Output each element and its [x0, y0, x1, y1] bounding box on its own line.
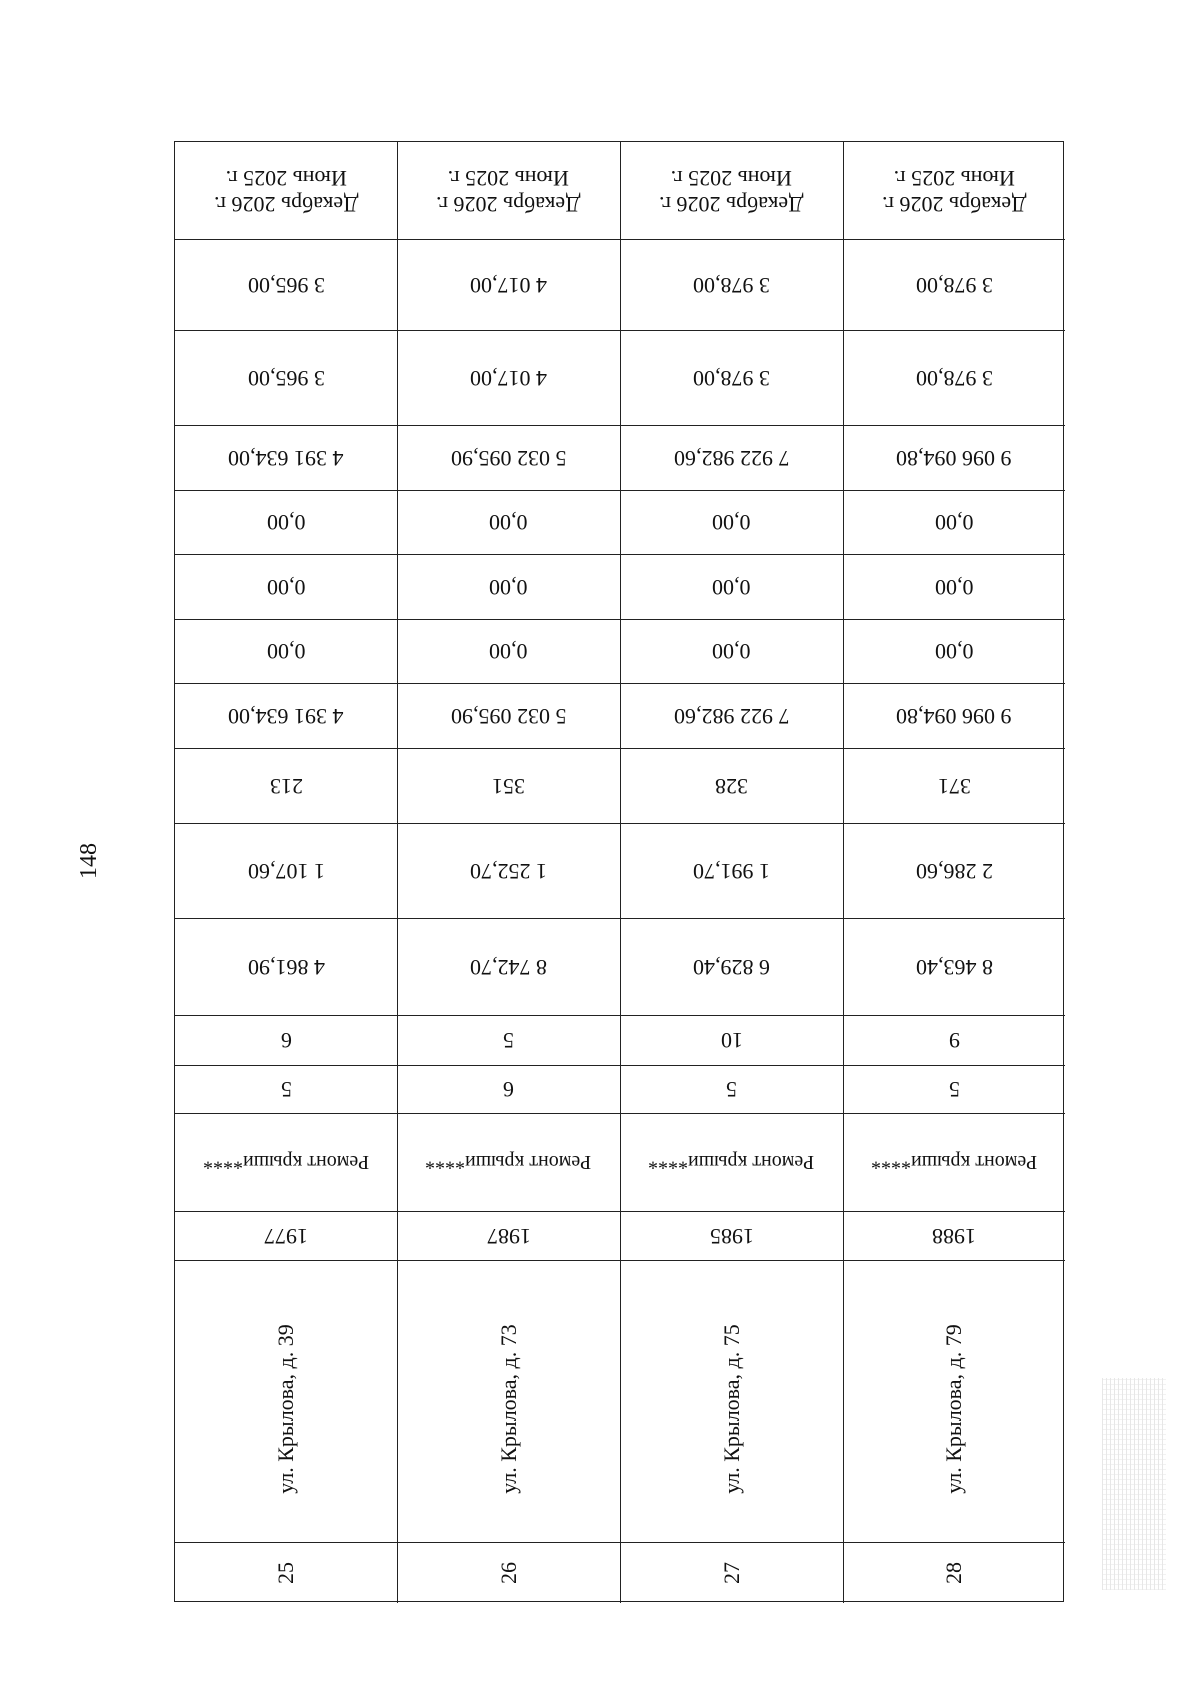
c6-cell	[175, 619, 397, 683]
c10-cell	[397, 918, 620, 1015]
c10-value: 8 742,70	[470, 954, 547, 980]
c8-value: 213	[269, 773, 303, 799]
c12-cell	[175, 1065, 397, 1113]
address-cell	[397, 1260, 620, 1542]
period-text	[882, 165, 1026, 217]
c4-cell	[175, 490, 397, 554]
c12-cell	[843, 1065, 1065, 1113]
c3-cell	[175, 425, 397, 490]
row-number-text: 28	[941, 1561, 966, 1584]
c2-value: 3 965,00	[247, 365, 325, 391]
work-cell	[397, 1113, 620, 1211]
c10-value: 6 829,40	[693, 954, 770, 980]
c6-cell	[843, 619, 1065, 683]
c10-value: 8 463,40	[915, 954, 993, 980]
year-value: 1988	[932, 1223, 976, 1249]
c8-cell	[843, 748, 1065, 823]
work-cell	[175, 1113, 397, 1211]
c8-value: 328	[715, 773, 748, 799]
c1-value: 4 017,00	[470, 272, 547, 298]
period-cell	[397, 142, 620, 239]
c11-cell	[843, 1015, 1065, 1065]
c1-value: 3 965,00	[247, 272, 325, 298]
c2-value: 3 978,00	[915, 365, 993, 391]
c11-value: 6	[280, 1028, 292, 1053]
year-cell	[843, 1211, 1065, 1260]
period-end: Декабрь 2026 г.	[659, 191, 804, 217]
period-end: Декабрь 2026 г.	[881, 191, 1027, 217]
period-text	[659, 165, 803, 217]
c8-value: 351	[492, 773, 525, 799]
c5-value: 0,00	[266, 574, 306, 600]
period-cell	[843, 142, 1065, 239]
period-end: Декабрь 2026 г.	[213, 191, 359, 217]
c3-cell	[620, 425, 843, 490]
work-cell	[843, 1113, 1065, 1211]
period-start: Июнь 2025 г.	[225, 165, 347, 191]
c9-cell	[397, 823, 620, 918]
scan-artifact	[1102, 1378, 1166, 1590]
period-text	[436, 165, 580, 217]
c7-cell	[175, 683, 397, 748]
c1-cell	[175, 239, 397, 330]
c4-value: 0,00	[712, 510, 751, 535]
work-value: Ремонт крыши****	[425, 1151, 592, 1173]
row-number-cell	[175, 1542, 397, 1603]
work-value: Ремонт крыши****	[870, 1151, 1038, 1173]
c2-cell	[397, 330, 620, 425]
c10-cell	[620, 918, 843, 1015]
work-value: Ремонт крыши****	[648, 1151, 815, 1173]
c1-cell	[620, 239, 843, 330]
address-text: ул. Крылова, д. 73	[495, 1324, 521, 1494]
c10-value: 4 861,90	[247, 954, 325, 980]
c11-value: 9	[948, 1028, 960, 1053]
address-text: ул. Крылова, д. 39	[272, 1324, 298, 1494]
c6-value: 0,00	[934, 639, 974, 664]
c7-cell	[620, 683, 843, 748]
c10-cell	[175, 918, 397, 1015]
row-number-text: 25	[273, 1561, 298, 1584]
c3-value: 7 922 982,60	[673, 445, 790, 471]
c9-cell	[843, 823, 1065, 918]
c5-value: 0,00	[489, 574, 528, 600]
c4-cell	[620, 490, 843, 554]
c7-cell	[843, 683, 1065, 748]
c1-value: 3 978,00	[693, 272, 770, 298]
address-text: ул. Крылова, д. 79	[940, 1324, 966, 1494]
c4-value: 0,00	[934, 510, 974, 535]
c6-cell	[397, 619, 620, 683]
period-start: Июнь 2025 г.	[447, 165, 570, 191]
row-number-cell	[843, 1542, 1065, 1603]
year-value: 1977	[264, 1223, 308, 1249]
c7-value: 4 391 634,00	[228, 703, 344, 729]
row-number-text: 26	[495, 1561, 521, 1584]
c11-cell	[397, 1015, 620, 1065]
period-start: Июнь 2025 г.	[670, 165, 793, 191]
c7-value: 5 032 095,90	[450, 703, 567, 729]
address-cell	[175, 1260, 397, 1542]
address-cell	[843, 1260, 1065, 1542]
period-end: Декабрь 2026 г.	[436, 191, 581, 217]
c8-cell	[175, 748, 397, 823]
c11-value: 10	[720, 1028, 743, 1053]
c7-value: 7 922 982,60	[673, 703, 790, 729]
period-cell	[620, 142, 843, 239]
c6-value: 0,00	[266, 639, 306, 664]
c4-value: 0,00	[266, 510, 306, 535]
c10-cell	[843, 918, 1065, 1015]
c8-cell	[620, 748, 843, 823]
c12-cell	[620, 1065, 843, 1113]
c1-cell	[397, 239, 620, 330]
c2-cell	[843, 330, 1065, 425]
c12-cell	[397, 1065, 620, 1113]
row-number-cell	[397, 1542, 620, 1603]
c3-cell	[397, 425, 620, 490]
c12-value: 5	[948, 1077, 960, 1102]
c4-value: 0,00	[489, 510, 528, 535]
c5-value: 0,00	[712, 574, 751, 600]
c9-cell	[175, 823, 397, 918]
work-value: Ремонт крыши****	[202, 1151, 370, 1173]
c5-cell	[843, 554, 1065, 619]
c12-value: 5	[726, 1077, 737, 1102]
c4-cell	[843, 490, 1065, 554]
c4-cell	[397, 490, 620, 554]
c11-cell	[175, 1015, 397, 1065]
c9-value: 1 252,70	[470, 858, 547, 884]
c2-cell	[620, 330, 843, 425]
period-cell	[175, 142, 397, 239]
c11-cell	[620, 1015, 843, 1065]
c9-cell	[620, 823, 843, 918]
year-value: 1987	[486, 1223, 531, 1249]
year-cell	[175, 1211, 397, 1260]
c9-value: 2 286,60	[915, 858, 993, 884]
c11-value: 5	[503, 1028, 514, 1053]
c3-cell	[843, 425, 1065, 490]
c9-value: 1 991,70	[693, 858, 770, 884]
c2-value: 4 017,00	[470, 365, 547, 391]
c12-value: 5	[280, 1077, 292, 1102]
c5-cell	[620, 554, 843, 619]
c1-cell	[843, 239, 1065, 330]
c8-value: 371	[937, 773, 971, 799]
c2-cell	[175, 330, 397, 425]
c3-value: 5 032 095,90	[450, 445, 567, 471]
page-number: 148	[76, 843, 102, 879]
c5-value: 0,00	[934, 574, 974, 600]
c1-value: 3 978,00	[915, 272, 993, 298]
c2-value: 3 978,00	[693, 365, 770, 391]
c8-cell	[397, 748, 620, 823]
c6-value: 0,00	[712, 639, 751, 664]
c7-cell	[397, 683, 620, 748]
year-cell	[397, 1211, 620, 1260]
row-number-cell	[620, 1542, 843, 1603]
data-table	[174, 141, 1064, 1602]
period-text	[214, 165, 358, 217]
c3-value: 9 096 094,80	[896, 445, 1012, 471]
c5-cell	[397, 554, 620, 619]
address-cell	[620, 1260, 843, 1542]
c5-cell	[175, 554, 397, 619]
c3-value: 4 391 634,00	[228, 445, 344, 471]
year-value: 1985	[709, 1223, 754, 1249]
c7-value: 9 096 094,80	[896, 703, 1012, 729]
c12-value: 6	[503, 1077, 514, 1102]
c6-value: 0,00	[489, 639, 528, 664]
work-cell	[620, 1113, 843, 1211]
address-text: ул. Крылова, д. 75	[718, 1324, 744, 1494]
row-number-text: 27	[718, 1561, 744, 1584]
period-start: Июнь 2025 г.	[893, 165, 1015, 191]
year-cell	[620, 1211, 843, 1260]
c9-value: 1 107,60	[247, 858, 325, 884]
c6-cell	[620, 619, 843, 683]
